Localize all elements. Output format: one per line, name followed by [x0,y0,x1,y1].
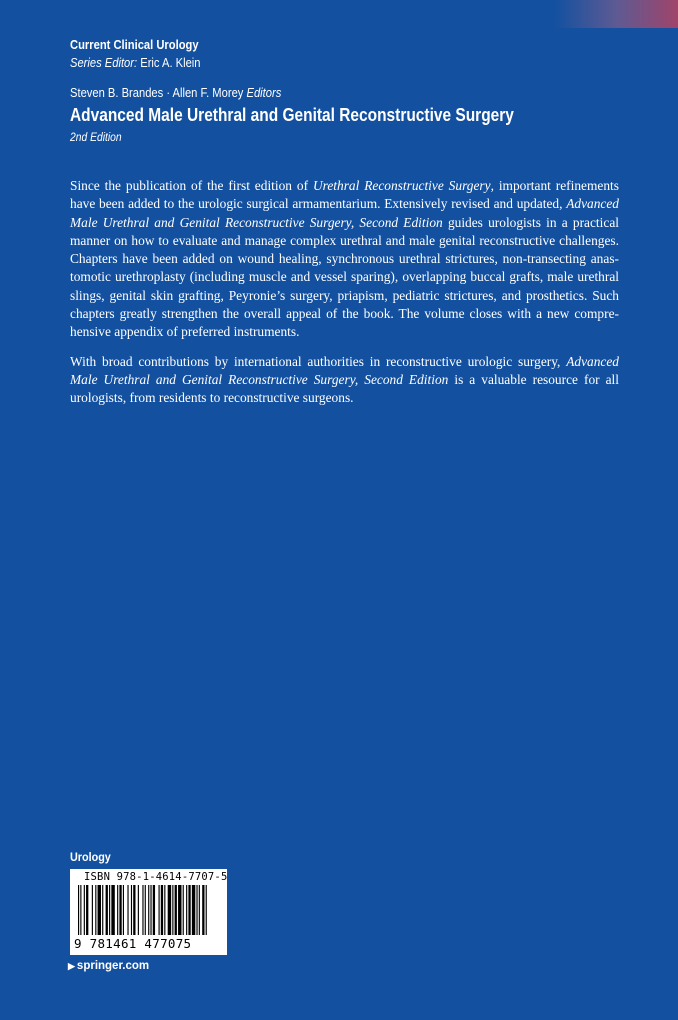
barcode-bar [161,885,163,935]
barcode-bar [119,885,121,935]
barcode-bar [102,885,103,935]
book-description [70,177,619,419]
barcode-bar [92,885,93,935]
barcode-bar [78,885,79,935]
barcode-bar [168,885,171,935]
description-paragraph-2 [70,353,619,408]
p1-segment: guides urologists in a practical manner on how to evaluate and manage complex urethral and male genital reconstructive challenges. Chapters have been added on wound healing, synchronous urethral strictures, non-transecting anastomotic urethroplasty (including muscle and vessel sparing), overlapping buccal grafts, male urethral slings, genital skin grafting, Peyronie’s surgery, priapism, pediatric strictures, and prosthetics. Such chapters greatly strengthen the overall appeal of the book. The volume closes with a new comprehensive appendix of preferred instruments. [70,214,619,340]
barcode-bar [202,885,204,935]
barcode-icon [74,885,223,937]
barcode-bar [106,885,108,935]
isbn-label: ISBN 978-1-4614-7707-5 [84,871,228,883]
barcode-bar [145,885,146,935]
isbn-digits: 9 781461 477075 [74,936,192,951]
barcode-bar [206,885,207,935]
barcode-bar [150,885,151,935]
p2-segment: With broad contributions by international authorities in reconstructive urologic surgery, [70,353,567,369]
book-title: Advanced Male Urethral and Genital Reconstructive Surgery [70,105,514,125]
barcode-bar [95,885,96,935]
description-paragraph-1 [70,177,619,342]
series-title: Current Clinical Urology [70,37,199,52]
barcode-bar [186,885,187,935]
isbn-barcode [70,869,227,955]
p1-segment: Since the publication of the first edition of [70,178,313,193]
p1-segment: Advanced Male Urethral and Genital Reconstructive Surgery, Second Edition [70,196,619,230]
p2-segment: is a valuable resource for all urologists, from residents to reconstructive surgeons. [70,371,619,406]
barcode-bar [117,885,118,935]
p1-segment: , important refinements have been added to the urologic surgical armamentarium. Extensively revised and updated, [70,178,619,212]
barcode-bar [178,885,181,935]
series-editor-label: Series Editor: [70,55,138,70]
barcode-bar [142,885,143,935]
series-header [70,36,222,72]
editors-role: Editors [246,85,282,100]
p1-segment: Urethral Reconstructive Surgery [312,178,491,193]
barcode-bar [123,885,124,935]
website-url: springer.com [76,960,150,972]
corner-accent [555,0,678,28]
barcode-bar [153,885,155,935]
arrow-right-icon: ▶ [68,961,75,971]
barcode-bar [188,885,190,935]
book-editors [70,84,281,102]
publisher-website[interactable] [68,958,149,974]
barcode-bar [111,885,114,935]
barcode-bar [172,885,173,935]
barcode-bar [98,885,101,935]
barcode-bar [183,885,184,935]
subject-category: Urology [70,850,111,864]
barcode-bar [133,885,135,935]
barcode-bar [109,885,110,935]
series-editor [70,54,201,72]
barcode-bar [84,885,85,935]
barcode-bar [192,885,195,935]
book-edition: 2nd Edition [70,130,122,144]
barcode-bar [175,885,177,935]
p2-segment: Advanced Male Urethral and Genital Reconstructive Surgery, Second Edition [70,353,619,387]
editor-names: Steven B. Brandes · Allen F. Morey [70,85,244,100]
barcode-bar [127,885,128,935]
barcode-bar [138,885,139,935]
barcode-bar [199,885,200,935]
barcode-bar [164,885,165,935]
barcode-bar [196,885,197,935]
barcode-bar [148,885,149,935]
barcode-bar [80,885,81,935]
barcode-bar [131,885,132,935]
series-editor-name: Eric A. Klein [140,55,201,70]
barcode-bar [159,885,160,935]
barcode-bar [86,885,88,935]
